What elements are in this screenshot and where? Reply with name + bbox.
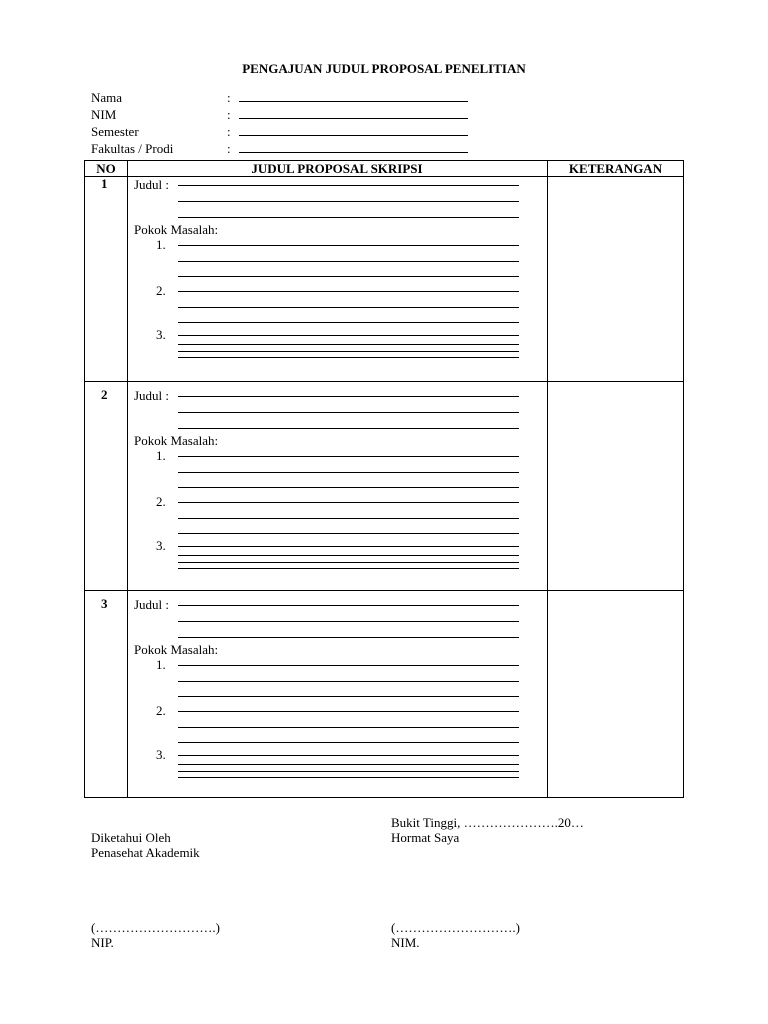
advisor-nip: NIP. xyxy=(91,935,114,950)
judul-fill-line[interactable] xyxy=(178,605,519,606)
row-divider xyxy=(85,590,683,591)
student-nim: NIM. xyxy=(391,935,420,950)
judul-label: Judul : xyxy=(134,177,170,192)
pokok-fill-line[interactable] xyxy=(178,665,519,666)
pokok-fill-line[interactable] xyxy=(178,696,519,697)
field-label: Fakultas / Prodi xyxy=(91,141,174,156)
judul-label: Judul : xyxy=(134,388,170,403)
column-divider xyxy=(127,161,128,797)
acknowledged-by: Diketahui Oleh xyxy=(91,830,171,845)
item-number: 3. xyxy=(156,327,166,342)
form-title: PENGAJUAN JUDUL PROPOSAL PENELITIAN xyxy=(242,61,526,76)
proposal-table xyxy=(84,160,684,798)
academic-advisor: Penasehat Akademik xyxy=(91,845,200,860)
row-number: 1 xyxy=(101,176,108,191)
pokok-fill-line[interactable] xyxy=(178,764,519,765)
header-no: NO xyxy=(96,161,116,176)
header-judul: JUDUL PROPOSAL SKRIPSI xyxy=(251,161,423,176)
pokok-masalah-label: Pokok Masalah: xyxy=(134,222,219,237)
pokok-fill-line[interactable] xyxy=(178,711,519,712)
pokok-fill-line[interactable] xyxy=(178,322,519,323)
pokok-masalah-label: Pokok Masalah: xyxy=(134,433,219,448)
row-number: 3 xyxy=(101,596,108,611)
field-semester[interactable] xyxy=(91,124,471,141)
advisor-signature[interactable]: (……………………….) xyxy=(91,920,220,935)
pokok-fill-line[interactable] xyxy=(178,518,519,519)
row-divider xyxy=(85,381,683,382)
pokok-fill-line[interactable] xyxy=(178,276,519,277)
field-nim[interactable] xyxy=(91,107,471,124)
pokok-fill-line[interactable] xyxy=(178,546,519,547)
pokok-fill-line[interactable] xyxy=(178,245,519,246)
place-date: Bukit Tinggi, ………………….20… xyxy=(391,815,584,830)
pokok-fill-line[interactable] xyxy=(178,307,519,308)
pokok-fill-line[interactable] xyxy=(178,351,519,352)
pokok-fill-line[interactable] xyxy=(178,291,519,292)
header-keterangan: KETERANGAN xyxy=(568,161,663,176)
field-fill-line[interactable] xyxy=(239,135,468,136)
judul-label: Judul : xyxy=(134,597,170,612)
student-signature[interactable]: (……………………….) xyxy=(391,920,520,935)
pokok-fill-line[interactable] xyxy=(178,502,519,503)
pokok-fill-line[interactable] xyxy=(178,456,519,457)
pokok-fill-line[interactable] xyxy=(178,742,519,743)
column-divider xyxy=(547,161,548,797)
pokok-fill-line[interactable] xyxy=(178,681,519,682)
judul-fill-line[interactable] xyxy=(178,201,519,202)
pokok-masalah-label: Pokok Masalah: xyxy=(134,642,219,657)
judul-fill-line[interactable] xyxy=(178,637,519,638)
field-fakultas-prodi[interactable] xyxy=(91,141,471,158)
pokok-fill-line[interactable] xyxy=(178,755,519,756)
field-label: NIM xyxy=(91,107,117,122)
field-colon: : xyxy=(227,107,231,122)
field-nama[interactable] xyxy=(91,90,471,107)
field-label: Nama xyxy=(91,90,123,105)
field-fill-line[interactable] xyxy=(239,118,468,119)
pokok-fill-line[interactable] xyxy=(178,472,519,473)
pokok-fill-line[interactable] xyxy=(178,562,519,563)
pokok-fill-line[interactable] xyxy=(178,335,519,336)
item-number: 2. xyxy=(156,703,166,718)
pokok-fill-line[interactable] xyxy=(178,727,519,728)
judul-fill-line[interactable] xyxy=(178,396,519,397)
field-colon: : xyxy=(227,124,231,139)
pokok-fill-line[interactable] xyxy=(178,533,519,534)
field-fill-line[interactable] xyxy=(239,101,468,102)
judul-fill-line[interactable] xyxy=(178,217,519,218)
row-number: 2 xyxy=(101,387,108,402)
respectfully: Hormat Saya xyxy=(391,830,460,845)
item-number: 1. xyxy=(156,448,166,463)
item-number: 1. xyxy=(156,657,166,672)
judul-fill-line[interactable] xyxy=(178,621,519,622)
item-number: 3. xyxy=(156,747,166,762)
item-number: 2. xyxy=(156,283,166,298)
pokok-fill-line[interactable] xyxy=(178,357,519,358)
judul-fill-line[interactable] xyxy=(178,412,519,413)
item-number: 3. xyxy=(156,538,166,553)
pokok-fill-line[interactable] xyxy=(178,344,519,345)
pokok-fill-line[interactable] xyxy=(178,555,519,556)
pokok-fill-line[interactable] xyxy=(178,261,519,262)
pokok-fill-line[interactable] xyxy=(178,777,519,778)
field-colon: : xyxy=(227,90,231,105)
header-divider xyxy=(85,176,683,177)
field-colon: : xyxy=(227,141,231,156)
pokok-fill-line[interactable] xyxy=(178,771,519,772)
item-number: 1. xyxy=(156,237,166,252)
judul-fill-line[interactable] xyxy=(178,428,519,429)
pokok-fill-line[interactable] xyxy=(178,487,519,488)
pokok-fill-line[interactable] xyxy=(178,568,519,569)
item-number: 2. xyxy=(156,494,166,509)
field-label: Semester xyxy=(91,124,139,139)
field-fill-line[interactable] xyxy=(239,152,468,153)
judul-fill-line[interactable] xyxy=(178,185,519,186)
